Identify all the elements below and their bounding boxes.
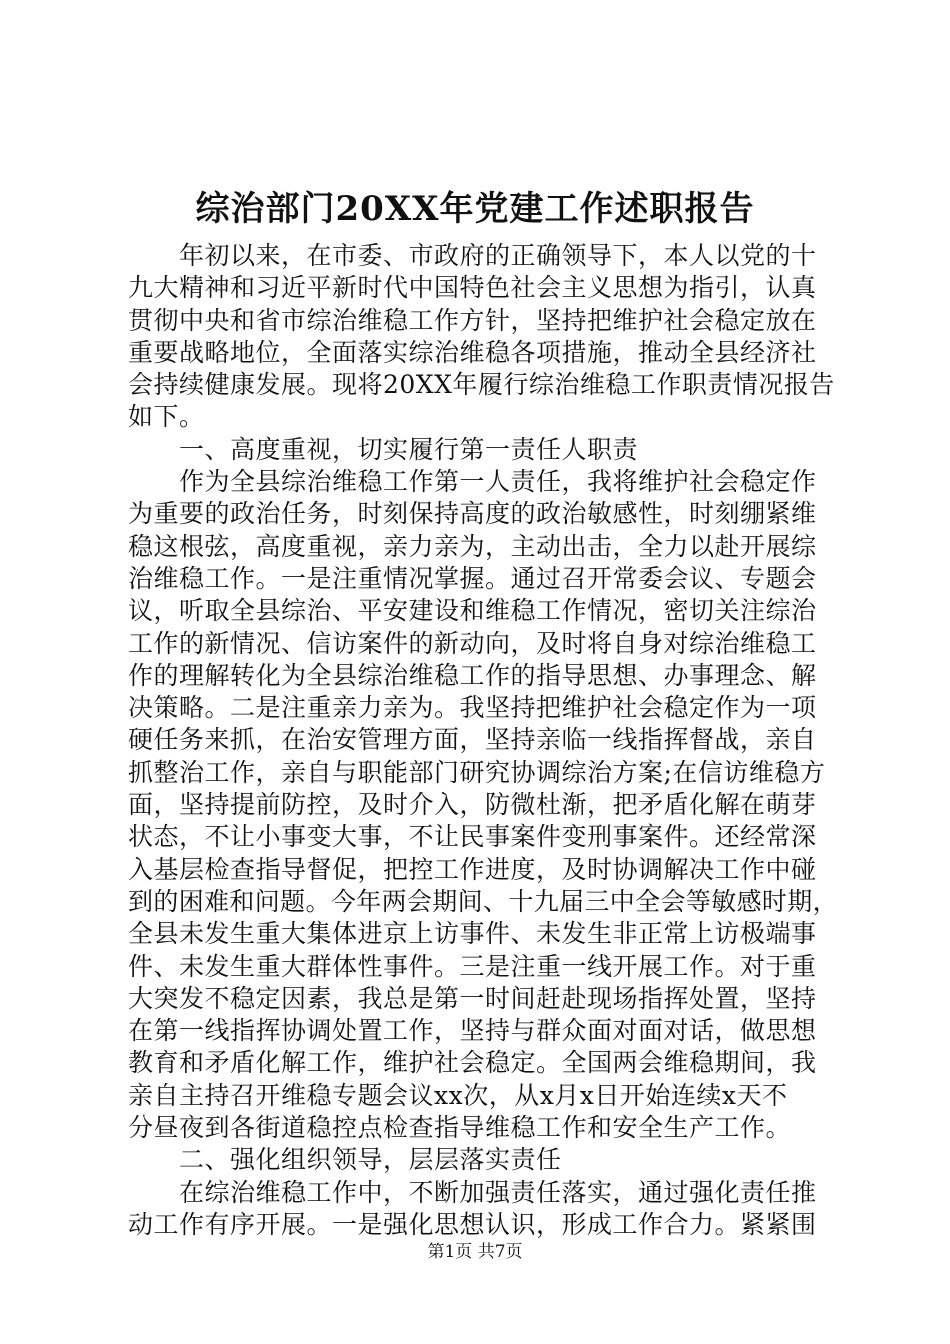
document-title: 综治部门20XX年党建工作述职报告 [195, 189, 755, 229]
text-line: 治维稳工作。一是注重情况掌握。通过召开常委会议、专题会 [128, 563, 817, 593]
text-line: 到的困难和问题。今年两会期间、十九届三中全会等敏感时期， [128, 886, 839, 916]
text-line: 抓整治工作，亲自与职能部门研究协调综治方案;在信访维稳方 [128, 757, 826, 787]
text-line: 议，听取全县综治、平安建设和维稳工作情况，密切关注综治 [128, 596, 817, 626]
text-line: 重要战略地位，全面落实综治维稳各项措施，推动全县经济社 [128, 337, 817, 367]
text-line: 分昼夜到各街道稳控点检查指导维稳工作和安全生产工作。 [128, 1113, 792, 1143]
text-line: 教育和矛盾化解工作，维护社会稳定。全国两会维稳期间，我 [128, 1048, 817, 1078]
text-line: 亲自主持召开维稳专题会议xx次，从x月x日开始连续x天不 [128, 1080, 788, 1110]
text-line: 面，坚持提前防控，及时介入，防微杜渐，把矛盾化解在萌芽 [128, 790, 817, 820]
text-line: 全县未发生重大集体进京上访事件、未发生非正常上访极端事 [128, 919, 817, 949]
text-line: 如下。 [128, 402, 205, 432]
text-line: 贯彻中央和省市综治维稳工作方针，坚持把维护社会稳定放在 [128, 305, 817, 335]
text-line: 年初以来，在市委、市政府的正确领导下，本人以党的十 [128, 241, 817, 270]
text-line: 工作的新情况、信访案件的新动向，及时将自身对综治维稳工 [128, 628, 817, 658]
text-line: 大突发不稳定因素，我总是第一时间赶赴现场指挥处置，坚持 [128, 983, 817, 1013]
text-line: 会持续健康发展。现将20XX年履行综治维稳工作职责情况报告 [128, 370, 835, 400]
text-line: 件、未发生重大群体性事件。三是注重一线开展工作。对于重 [128, 951, 817, 981]
text-line: 在第一线指挥协调处置工作，坚持与群众面对面对话，做思想 [128, 1016, 817, 1046]
text-line: 硬任务来抓，在治安管理方面，坚持亲临一线指挥督战，亲自 [128, 725, 817, 755]
text-line: 一、高度重视，切实履行第一责任人职责 [128, 434, 639, 464]
text-line: 为重要的政治任务，时刻保持高度的政治敏感性，时刻绷紧维 [128, 499, 817, 529]
text-line: 入基层检查指导督促，把控工作进度，及时协调解决工作中碰 [128, 854, 817, 884]
text-line: 状态，不让小事变大事，不让民事案件变刑事案件。还经常深 [128, 822, 817, 852]
text-line: 决策略。二是注重亲力亲为。我坚持把维护社会稳定作为一项 [128, 693, 817, 723]
text-line: 作的理解转化为全县综治维稳工作的指导思想、办事理念、解 [128, 660, 817, 690]
page-footer: 第1页 共7页 [427, 1242, 523, 1262]
text-line: 稳这根弦，高度重视，亲力亲为，主动出击，全力以赴开展综 [128, 531, 817, 561]
document-body [128, 240, 839, 1241]
text-line: 作为全县综治维稳工作第一人责任，我将维护社会稳定作 [128, 467, 817, 497]
text-line: 二、强化组织领导，层层落实责任 [128, 1145, 562, 1175]
text-line: 九大精神和习近平新时代中国特色社会主义思想为指引，认真 [128, 273, 817, 303]
text-line: 在综治维稳工作中，不断加强责任落实，通过强化责任推 [128, 1177, 817, 1207]
text-line: 动工作有序开展。一是强化思想认识，形成工作合力。紧紧围 [128, 1209, 817, 1239]
